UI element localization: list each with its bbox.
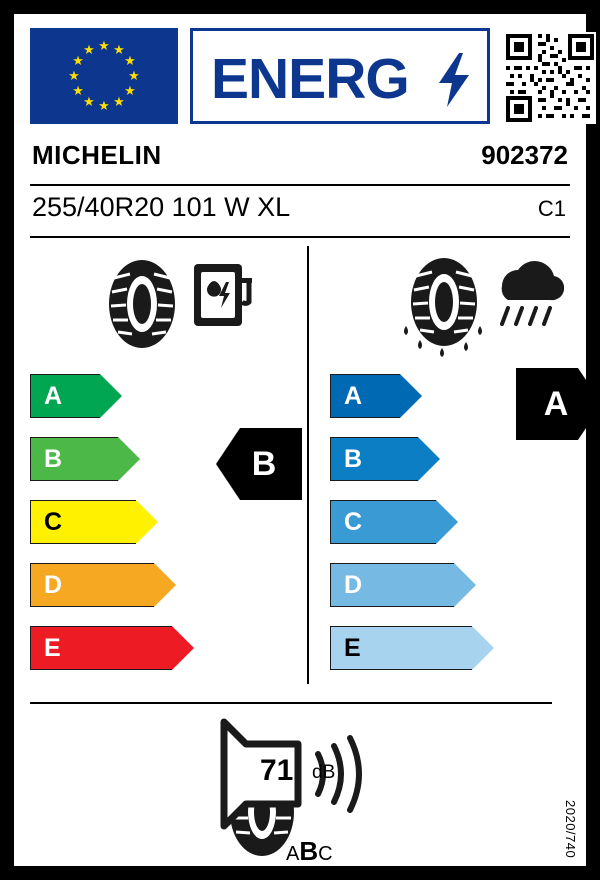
noise-class-scale (286, 836, 333, 867)
energy-word: ENERG (211, 47, 409, 111)
fuel-grade-value: B (251, 445, 277, 483)
noise-class-a: A (286, 843, 300, 865)
rain-cloud-icon (502, 261, 564, 324)
eu-star: ★ (83, 42, 95, 58)
eu-star: ★ (72, 53, 84, 68)
eu-star: ★ (113, 42, 125, 58)
grade-bar-tip (400, 374, 422, 418)
fuel-efficiency-pictogram (90, 252, 260, 352)
grade-bar-letter: B (344, 445, 363, 473)
grade-bar-b (30, 437, 140, 481)
lightning-bolt-icon (437, 53, 471, 107)
grade-bar-letter: C (344, 508, 363, 536)
grade-bar-letter: C (44, 508, 63, 536)
noise-class-b: B (299, 836, 319, 866)
eu-star: ★ (83, 93, 95, 109)
divider-top (30, 184, 570, 186)
tyre-icon (109, 260, 175, 348)
wet-grade-value: A (543, 385, 569, 423)
tyre-code: 902372 (481, 140, 568, 170)
tyre-class: C1 (537, 196, 566, 221)
fuel-grade-scale (30, 374, 290, 674)
grade-bar-a (30, 374, 122, 418)
grade-bar-b (330, 437, 440, 481)
eu-star: ★ (98, 98, 110, 113)
eu-star: ★ (124, 83, 136, 98)
panel-divider (307, 246, 309, 684)
grade-bar-tip (118, 437, 140, 481)
noise-unit: dB (312, 762, 336, 783)
tyre-splash-icon (404, 258, 482, 357)
divider-size (30, 236, 570, 238)
brand-name: MICHELIN (32, 140, 162, 170)
grade-bar-letter: E (344, 634, 361, 662)
grade-bar-letter: E (44, 634, 61, 662)
wet-grip-pictogram (384, 252, 564, 357)
grade-bar-tip (172, 626, 194, 670)
grade-bar-body (330, 374, 400, 418)
energy-title-box (190, 28, 490, 124)
grade-bar-body (30, 374, 100, 418)
grade-bar-letter: A (344, 382, 363, 410)
divider-noise (30, 702, 552, 704)
grade-bar-tip (454, 563, 476, 607)
grade-bar-a (330, 374, 422, 418)
grade-bar-letter: D (344, 571, 363, 599)
grade-bar-c (30, 500, 158, 544)
grade-bar-d (330, 563, 476, 607)
brand-row (30, 134, 570, 180)
noise-pictogram (200, 714, 440, 864)
eu-star: ★ (113, 93, 125, 109)
eu-flag-icon (30, 28, 178, 124)
tyre-size: 255/40R20 101 W XL (32, 192, 291, 222)
grade-bar-e (330, 626, 494, 670)
eu-star: ★ (72, 83, 84, 98)
grade-bar-tip (136, 500, 158, 544)
grade-bar-tip (154, 563, 176, 607)
size-row (30, 192, 570, 232)
grade-bar-tip (418, 437, 440, 481)
grade-bar-e (30, 626, 194, 670)
fuel-grade-marker (216, 428, 302, 500)
noise-class-c: C (318, 843, 333, 865)
fuel-pump-icon (194, 264, 252, 326)
document-reference: 2020/740 (563, 799, 578, 858)
grade-bar-letter: A (44, 382, 63, 410)
grade-bar-d (30, 563, 176, 607)
qr-code-icon (504, 32, 596, 124)
eu-star: ★ (128, 68, 140, 83)
wet-grade-marker (516, 368, 600, 440)
grade-bar-tip (100, 374, 122, 418)
grade-bar-c (330, 500, 458, 544)
grade-bar-letter: D (44, 571, 63, 599)
eu-star: ★ (68, 68, 80, 83)
label-header (30, 28, 570, 124)
grade-bar-letter: B (44, 445, 63, 473)
eu-star: ★ (124, 53, 136, 68)
eu-star: ★ (98, 38, 110, 53)
grade-bar-tip (472, 626, 494, 670)
grade-bar-tip (436, 500, 458, 544)
noise-value: 71 (260, 754, 294, 787)
energy-label (14, 14, 586, 866)
